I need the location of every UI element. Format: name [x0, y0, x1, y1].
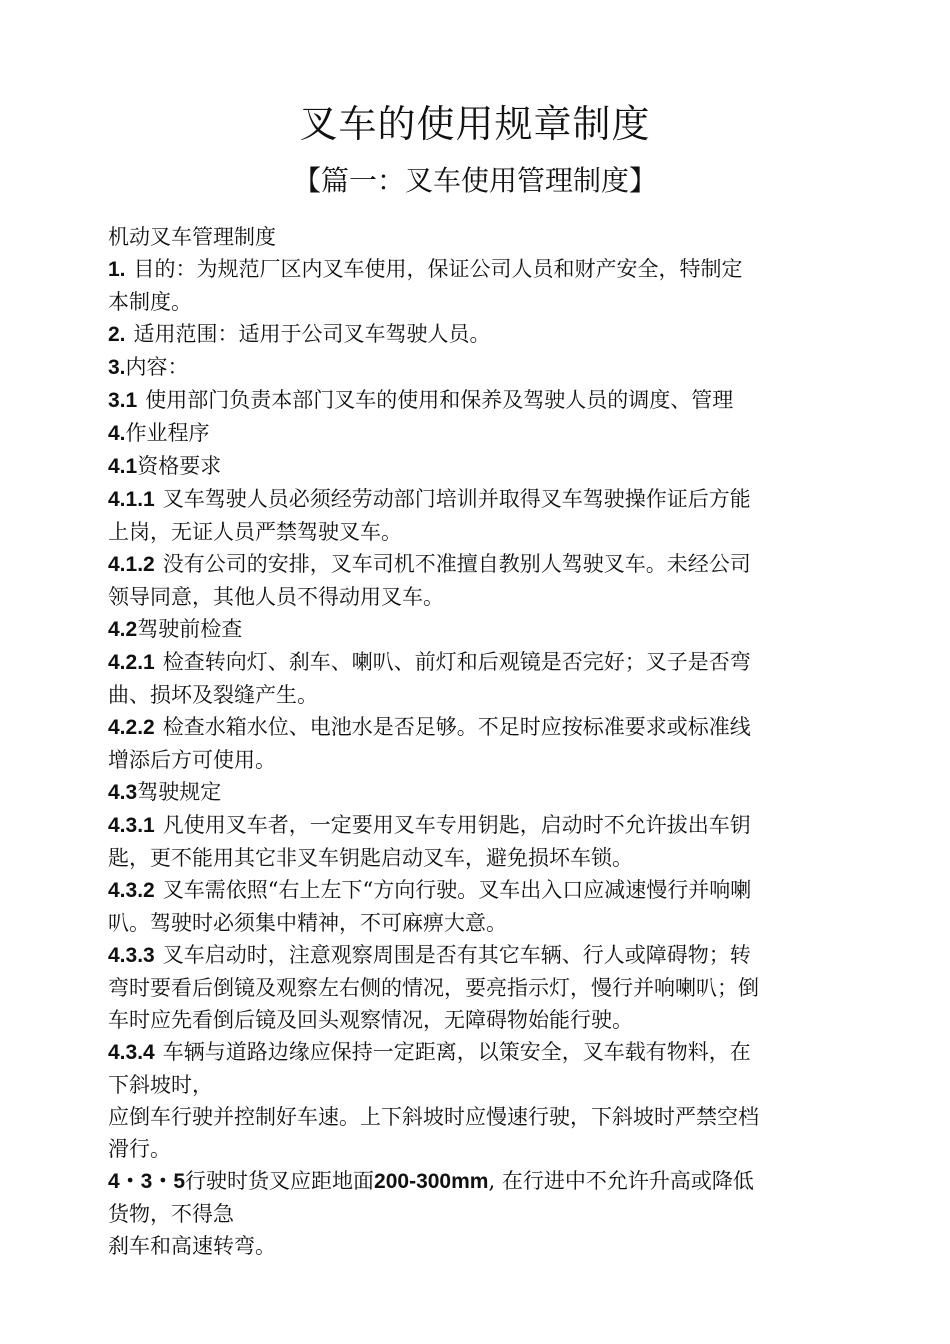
- document-title: 叉车的使用规章制度: [299, 102, 651, 146]
- paragraph-line: [108, 613, 838, 646]
- paragraph-line: [108, 809, 838, 842]
- paragraph-line: [108, 450, 838, 483]
- item-text: 上岗，无证人员严禁驾驶叉车。: [108, 520, 402, 544]
- paragraph-line: [108, 711, 838, 744]
- item-text: 叭。驾驶时必须集中精神，不可麻痹大意。: [108, 911, 507, 935]
- item-number: 4.1: [108, 455, 138, 478]
- item-number: 4.3.2: [108, 879, 155, 902]
- item-number: 3.1: [108, 389, 138, 412]
- paragraph-line: [108, 1133, 838, 1165]
- paragraph-line: [108, 972, 838, 1004]
- item-number: 2.: [108, 323, 126, 346]
- paragraph-line: [108, 1101, 838, 1133]
- paragraph-line: [108, 1165, 838, 1198]
- item-number: 4.2.2: [108, 716, 155, 739]
- paragraph-line: [108, 1069, 838, 1101]
- paragraph-line: [108, 744, 838, 776]
- paragraph-line: [108, 384, 838, 417]
- paragraph-line: [108, 939, 838, 972]
- item-text: 领导同意，其他人员不得动用叉车。: [108, 585, 444, 609]
- section-subtitle: 【篇一：叉车使用管理制度】: [292, 164, 657, 197]
- paragraph-line: [108, 417, 838, 450]
- paragraph-line: [108, 581, 838, 613]
- item-number: 3.: [108, 356, 126, 379]
- item-number: 4.2: [108, 618, 138, 641]
- item-text: 叉车驾驶人员必须经劳动部门培训并取得叉车驾驶操作证后方能: [162, 487, 751, 511]
- paragraph-line: [108, 776, 838, 809]
- item-text: 本制度。: [108, 290, 192, 314]
- item-text: 下斜坡时，: [108, 1073, 213, 1097]
- distance-value: 200-300mm: [374, 1170, 489, 1193]
- item-text: 凡使用叉车者，一定要用叉车专用钥匙，启动时不允许拔出车钥: [162, 813, 751, 837]
- item-text: 内容：: [125, 355, 189, 379]
- item-text: 使用部门负责本部门叉车的使用和保养及驾驶人员的调度、管理: [145, 388, 734, 412]
- item-text: 行驶时货叉应距地面: [185, 1169, 375, 1193]
- section-heading: 机动叉车管理制度: [108, 225, 276, 249]
- item-number: 4.3.3: [108, 944, 155, 967]
- item-number: 1.: [108, 258, 126, 281]
- item-text: 车时应先看倒后镜及回头观察情况，无障碍物始能行驶。: [108, 1008, 633, 1032]
- item-text: 叉车启动时，注意观察周围是否有其它车辆、行人或障碍物；转: [162, 943, 751, 967]
- item-text: 货物，不得急: [108, 1202, 234, 1226]
- item-text: 增添后方可使用。: [108, 748, 276, 772]
- item-number: 4.3.4: [108, 1041, 155, 1064]
- item-number: 4.3: [108, 781, 138, 804]
- item-text: 刹车和高速转弯。: [108, 1234, 276, 1258]
- item-text: 叉车需依照“右上左下“方向行驶。叉车出入口应减速慢行并响喇: [162, 878, 752, 902]
- paragraph-line: [108, 286, 838, 318]
- paragraph-line: [108, 516, 838, 548]
- item-text: 检查转向灯、刹车、喇叭、前灯和后观镜是否完好；叉子是否弯: [162, 650, 751, 674]
- item-number: 4.: [108, 422, 126, 445]
- paragraph-line: [108, 646, 838, 679]
- item-number: 4.1.1: [108, 488, 155, 511]
- item-number: 4.3.1: [108, 814, 155, 837]
- paragraph-line: [108, 907, 838, 939]
- item-text: , 在行进中不允许升高或降低: [488, 1169, 754, 1193]
- item-text: 目的：为规范厂区内叉车使用，保证公司人员和财产安全，特制定: [133, 257, 743, 281]
- paragraph-line: [108, 318, 838, 351]
- item-text: 驾驶前检查: [137, 617, 243, 641]
- item-text: 车辆与道路边缘应保持一定距离，以策安全，叉车载有物料，在: [162, 1040, 751, 1064]
- paragraph-line: [108, 1004, 838, 1036]
- paragraph-line: [108, 253, 838, 286]
- item-text: 检查水箱水位、电池水是否足够。不足时应按标准要求或标准线: [162, 715, 751, 739]
- item-number: 4.2.1: [108, 651, 155, 674]
- item-text: 资格要求: [137, 454, 222, 478]
- item-number: 4・3・5: [108, 1170, 186, 1193]
- item-number: 4.1.2: [108, 553, 155, 576]
- paragraph-line: [108, 1198, 838, 1230]
- paragraph-line: [108, 1036, 838, 1069]
- item-text: 应倒车行驶并控制好车速。上下斜坡时应慢速行驶，下斜坡时严禁空档: [108, 1105, 759, 1129]
- paragraph-line: [108, 351, 838, 384]
- document-body: [108, 221, 838, 1262]
- item-text: 弯时要看后倒镜及观察左右侧的情况，要亮指示灯，慢行并响喇叭；倒: [108, 976, 759, 1000]
- item-text: 驾驶规定: [137, 780, 222, 804]
- item-text: 匙，更不能用其它非叉车钥匙启动叉车，避免损坏车锁。: [108, 846, 633, 870]
- paragraph-line: [108, 842, 838, 874]
- item-text: 滑行。: [108, 1137, 171, 1161]
- paragraph-line: [108, 874, 838, 907]
- paragraph-line: [108, 483, 838, 516]
- item-text: 作业程序: [125, 421, 210, 445]
- item-text: 适用范围：适用于公司叉车驾驶人员。: [133, 322, 491, 346]
- paragraph-line: [108, 1230, 838, 1262]
- item-text: 没有公司的安排，叉车司机不准擅自教别人驾驶叉车。未经公司: [162, 552, 751, 576]
- item-text: 曲、损坏及裂缝产生。: [108, 683, 318, 707]
- paragraph-line: [108, 679, 838, 711]
- paragraph-line: [108, 548, 838, 581]
